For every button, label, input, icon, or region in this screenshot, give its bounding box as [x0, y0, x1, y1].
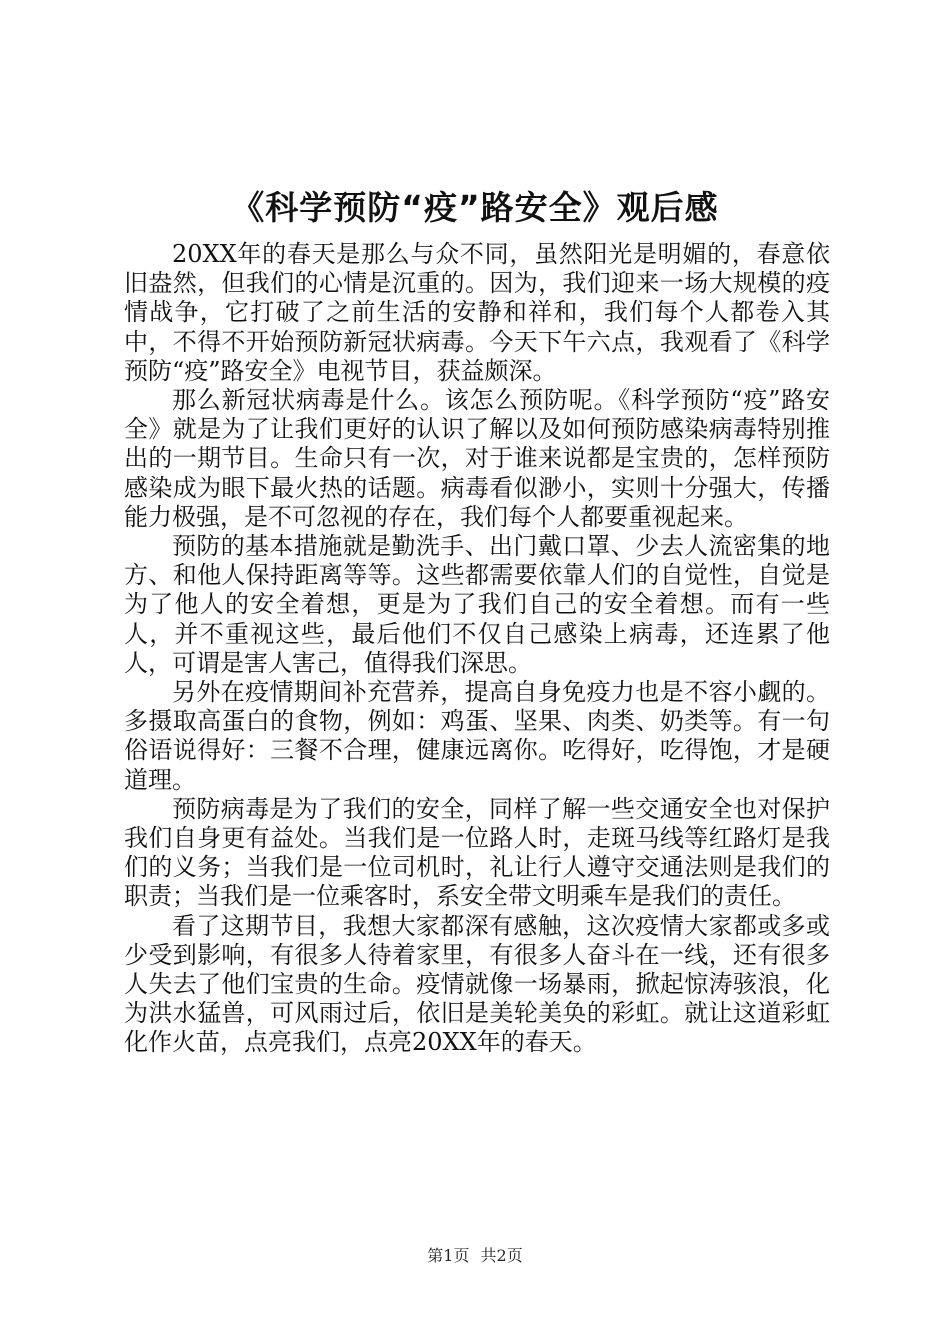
paragraph: 那么新冠状病毒是什么。该怎么预防呢。《科学预防“疫”路安全》就是为了让我们更好的认识了解以及如何预防感染病毒特别推出的一期节目。生命只有一次，对于谁来说都是宝贵的，怎样预防感染成为眼下最火热的话题。病毒看似渺小，实则十分强大，传播能力极强，是不可忽视的存在，我们每个人都要重视起来。: [124, 386, 830, 531]
paragraph: 20XX年的春天是那么与众不同，虽然阳光是明媚的，春意依旧盎然，但我们的心情是沉重的。因为，我们迎来一场大规模的疫情战争，它打破了之前生活的安静和祥和，我们每个人都卷入其中，不得不开始预防新冠状病毒。今天下午六点，我观看了《科学预防“疫”路安全》电视节目，获益颇深。: [124, 240, 830, 385]
document-title: 《科学预防“疫”路安全》观后感: [231, 188, 719, 227]
paragraph: 看了这期节目，我想大家都深有感触，这次疫情大家都或多或少受到影响，有很多人待着家里，有很多人奋斗在一线，还有很多人失去了他们宝贵的生命。疫情就像一场暴雨，掀起惊涛骇浪，化为洪水猛兽，可风雨过后，依旧是美轮美奂的彩虹。就让这道彩虹化作火苗，点亮我们，点亮20XX年的春天。: [124, 911, 830, 1057]
paragraph: 预防的基本措施就是勤洗手、出门戴口罩、少去人流密集的地方、和他人保持距离等等。这些都需要依靠人们的自觉性，自觉是为了他人的安全着想，更是为了我们自己的安全着想。而有一些人，并不重视这些，最后他们不仅自己感染上病毒，还连累了他人，可谓是害人害己，值得我们深思。: [124, 532, 830, 677]
paragraph: 预防病毒是为了我们的安全，同样了解一些交通安全也对保护我们自身更有益处。当我们是一位路人时，走斑马线等红路灯是我们的义务；当我们是一位司机时，礼让行人遵守交通法则是我们的职责；当我们是一位乘客时，系安全带文明乘车是我们的责任。: [124, 794, 830, 911]
page-number-current: 第1页: [427, 1246, 470, 1265]
page-footer: [0, 1246, 950, 1266]
document-body: [124, 240, 830, 1058]
paragraph: 另外在疫情期间补充营养，提高自身免疫力也是不容小觑的。多摄取高蛋白的食物，例如：鸡蛋、坚果、肉类、奶类等。有一句俗语说得好：三餐不合理，健康远离你。吃得好，吃得饱，才是硬道理。: [124, 678, 830, 794]
page-number-total: 共2页: [480, 1246, 523, 1265]
